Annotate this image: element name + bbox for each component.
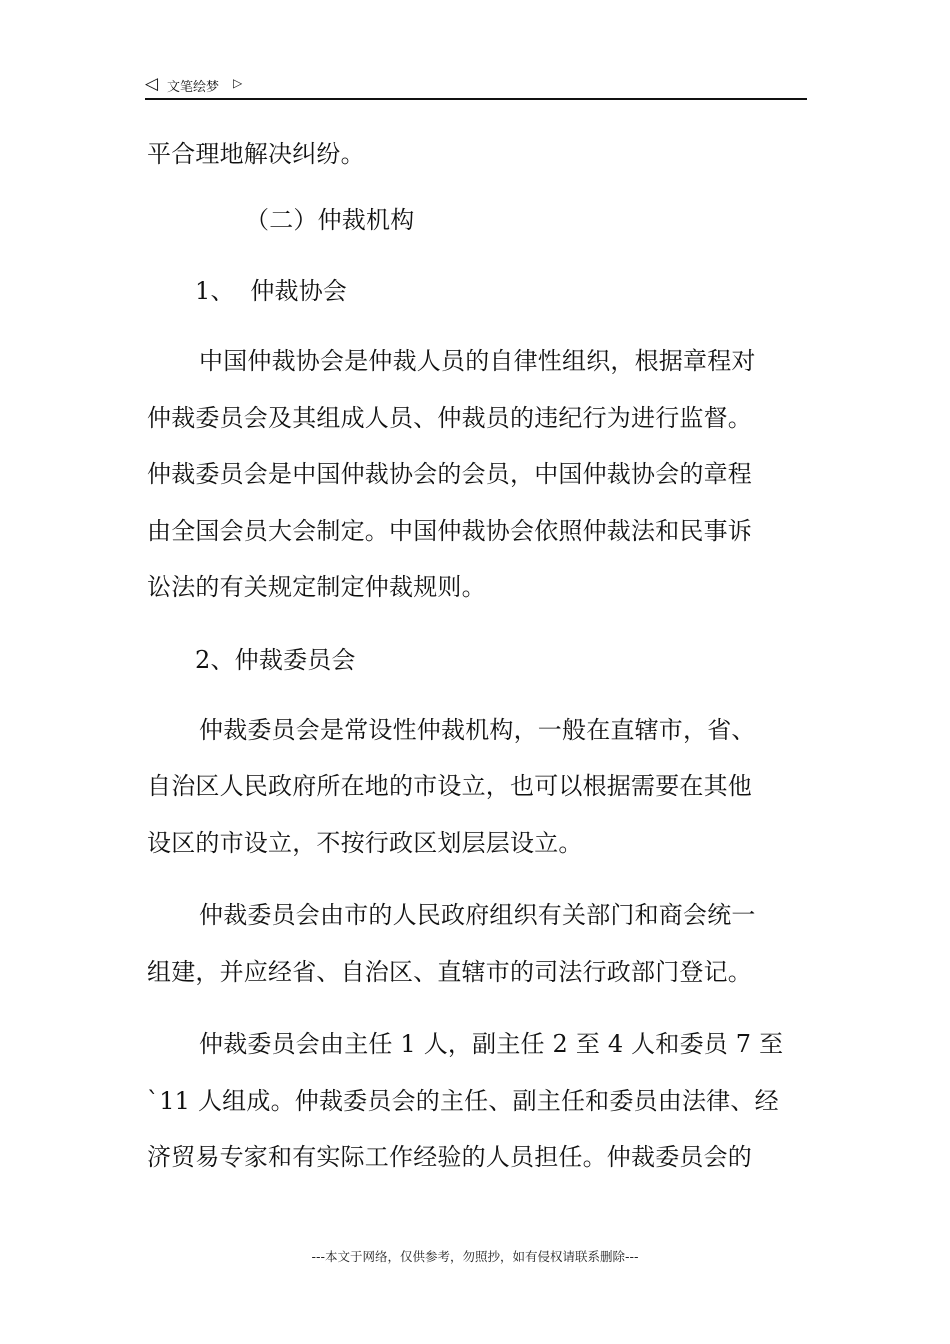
paragraph-line: 由全国会员大会制定。中国仲裁协会依照仲裁法和民事诉: [147, 517, 752, 545]
page-header: [145, 72, 807, 100]
paragraph-line: 设区的市设立，不按行政区划层层设立。: [147, 829, 583, 857]
header-brand: 文笔绘梦: [167, 80, 220, 95]
section-heading: （二）仲裁机构: [245, 206, 415, 234]
paragraph-line: 仲裁委员会是中国仲裁协会的会员，中国仲裁协会的章程: [147, 460, 752, 488]
paragraph-line: 仲裁委员会及其组成人员、仲裁员的违纪行为进行监督。: [147, 404, 752, 432]
paragraph-line: 仲裁委员会由市的人民政府组织有关部门和商会统一: [199, 901, 756, 929]
paragraph-line: 仲裁委员会由主任 1 人，副主任 2 至 4 人和委员 7 至: [199, 1030, 784, 1058]
subsection-heading: 1、 仲裁协会: [195, 277, 348, 305]
paragraph-line: `11 人组成。仲裁委员会的主任、副主任和委员由法律、经: [147, 1087, 779, 1115]
paragraph-line: 自治区人民政府所在地的市设立，也可以根据需要在其他: [147, 772, 752, 800]
paragraph-line: 讼法的有关规定制定仲裁规则。: [147, 573, 486, 601]
subsection-heading: 2、仲裁委员会: [195, 646, 356, 674]
triangle-left-icon: ◁: [145, 74, 159, 94]
text-line: 平合理地解决纠纷。: [147, 140, 365, 168]
paragraph-line: 济贸易专家和有实际工作经验的人员担任。仲裁委员会的: [147, 1143, 752, 1171]
paragraph-line: 中国仲裁协会是仲裁人员的自律性组织，根据章程对: [199, 347, 756, 375]
paragraph-line: 组建，并应经省、自治区、直辖市的司法行政部门登记。: [147, 958, 752, 986]
triangle-right-icon: ▷: [233, 76, 243, 90]
paragraph-line: 仲裁委员会是常设性仲裁机构，一般在直辖市，省、: [199, 716, 756, 744]
page-footer: ---本文于网络，仅供参考，勿照抄，如有侵权请联系删除---: [311, 1249, 639, 1264]
